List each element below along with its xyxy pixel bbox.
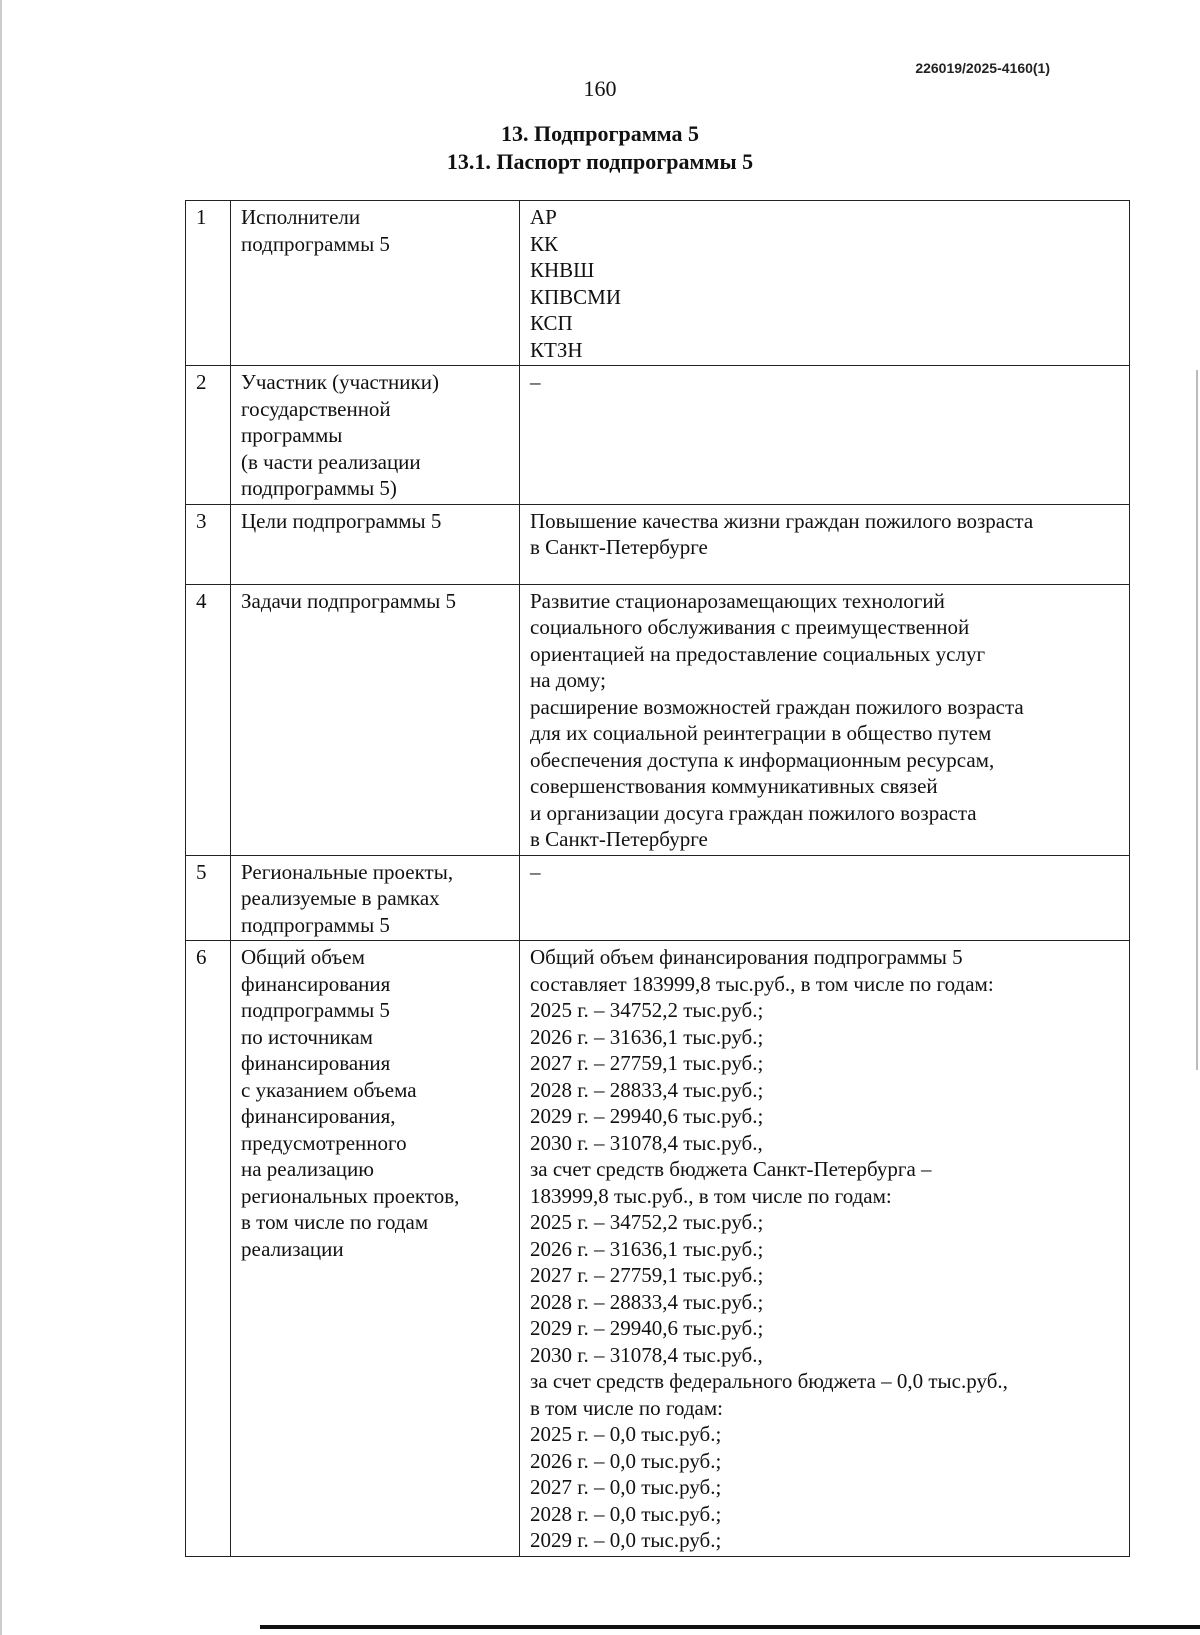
value-line: 2028 г. – 28833,4 тыс.руб.; xyxy=(530,1289,764,1314)
heading-passport: 13.1. Паспорт подпрограммы 5 xyxy=(446,149,754,174)
label-line: финансирования xyxy=(241,1051,391,1075)
value-line: 2028 г. – 0,0 тыс.руб.; xyxy=(530,1501,722,1526)
row-number: 2 xyxy=(186,366,231,505)
section-heading xyxy=(0,120,1200,176)
value-line: обеспечения доступа к информационным ресурсам, xyxy=(530,747,995,772)
label-line: финансирования, xyxy=(241,1104,396,1128)
label-line: государственной xyxy=(241,396,391,421)
value-line: 2029 г. – 0,0 тыс.руб.; xyxy=(530,1528,722,1552)
value-line: в Санкт-Петербурге xyxy=(530,827,708,851)
label-line: подпрограммы 5) xyxy=(241,476,397,500)
row-value xyxy=(520,366,1130,505)
row-number: 1 xyxy=(186,201,231,366)
label-line: Участник (участники) xyxy=(241,370,439,394)
label-line: финансирования xyxy=(241,971,391,996)
table-row xyxy=(186,584,1130,855)
table-row xyxy=(186,366,1130,505)
value-line: КНВШ xyxy=(530,258,595,282)
value-line: Повышение качества жизни граждан пожилого возраста xyxy=(530,508,1034,533)
value-line: ориентацией на предоставление социальных услуг xyxy=(530,641,986,666)
row-number: 6 xyxy=(186,941,231,1557)
label-line: с указанием объема xyxy=(241,1077,417,1102)
value-line: Развитие стационарозамещающих технологий xyxy=(530,588,945,613)
value-line: на дому; xyxy=(530,668,606,692)
value-line: 2029 г. – 29940,6 тыс.руб.; xyxy=(530,1104,764,1128)
value-line: 2026 г. – 31636,1 тыс.руб.; xyxy=(530,1024,764,1049)
value-line: за счет средств бюджета Санкт-Петербурга – xyxy=(530,1157,932,1181)
value-line: за счет средств федерального бюджета – 0,0 тыс.руб., xyxy=(530,1369,1008,1393)
label-line: предусмотренного xyxy=(241,1130,407,1155)
row-label xyxy=(231,201,520,366)
value-line: социального обслуживания с преимущественной xyxy=(530,615,970,639)
table-row xyxy=(186,504,1130,584)
label-line: Исполнители xyxy=(241,205,361,229)
passport-table xyxy=(185,200,1130,1557)
label-line: подпрограммы 5 xyxy=(241,912,390,937)
label-line: Цели подпрограммы 5 xyxy=(241,508,442,533)
value-line: 2025 г. – 0,0 тыс.руб.; xyxy=(530,1422,722,1446)
document-number: 226019/2025-4160(1) xyxy=(915,60,1050,76)
value-line: 2029 г. – 29940,6 тыс.руб.; xyxy=(530,1316,764,1340)
label-line: Задачи подпрограммы 5 xyxy=(241,588,456,613)
row-value xyxy=(520,855,1130,941)
label-line: подпрограммы 5 xyxy=(241,998,390,1022)
table-row xyxy=(186,941,1130,1557)
passport-table-body xyxy=(186,201,1130,1557)
value-line: 2026 г. – 31636,1 тыс.руб.; xyxy=(530,1236,764,1261)
value-line: для их социальной реинтеграции в общество путем xyxy=(530,721,992,745)
scan-edge-left xyxy=(0,0,2,1635)
value-line: 2025 г. – 34752,2 тыс.руб.; xyxy=(530,1210,764,1234)
value-line: совершенствования коммуникативных связей xyxy=(530,774,938,798)
value-line: – xyxy=(530,370,541,394)
label-line: Региональные проекты, xyxy=(241,859,454,884)
label-line: программы xyxy=(241,423,343,447)
label-line: региональных проектов, xyxy=(241,1183,460,1208)
value-line: 2028 г. – 28833,4 тыс.руб.; xyxy=(530,1077,764,1102)
value-line: КК xyxy=(530,231,559,256)
value-line: АР xyxy=(530,205,557,229)
row-label xyxy=(231,504,520,584)
value-line: 183999,8 тыс.руб., в том числе по годам: xyxy=(530,1183,892,1208)
value-line: 2027 г. – 27759,1 тыс.руб.; xyxy=(530,1051,764,1075)
heading-subprogram: 13. Подпрограмма 5 xyxy=(500,121,700,146)
label-line: Общий объем xyxy=(241,945,365,969)
row-value xyxy=(520,584,1130,855)
value-line: составляет 183999,8 тыс.руб., в том числе по годам: xyxy=(530,971,994,996)
value-line: 2027 г. – 27759,1 тыс.руб.; xyxy=(530,1263,764,1287)
row-value xyxy=(520,941,1130,1557)
table-row xyxy=(186,855,1130,941)
label-line: на реализацию xyxy=(241,1157,374,1181)
value-line: КТЗН xyxy=(530,337,583,362)
value-line: КСП xyxy=(530,311,573,335)
row-value xyxy=(520,201,1130,366)
label-line: (в части реализации xyxy=(241,449,421,474)
value-line: 2030 г. – 31078,4 тыс.руб., xyxy=(530,1342,763,1367)
row-value xyxy=(520,504,1130,584)
label-line: реализуемые в рамках xyxy=(241,886,440,910)
label-line: по источникам xyxy=(241,1024,373,1049)
row-label xyxy=(231,941,520,1557)
value-line: 2026 г. – 0,0 тыс.руб.; xyxy=(530,1448,722,1473)
row-label xyxy=(231,584,520,855)
row-number: 5 xyxy=(186,855,231,941)
value-line: 2025 г. – 34752,2 тыс.руб.; xyxy=(530,998,764,1022)
value-line: Общий объем финансирования подпрограммы 5 xyxy=(530,945,963,969)
row-number: 4 xyxy=(186,584,231,855)
page-number: 160 xyxy=(583,76,617,101)
value-line: и организации досуга граждан пожилого возраста xyxy=(530,800,977,825)
label-line: в том числе по годам xyxy=(241,1210,429,1234)
scan-edge-bottom xyxy=(260,1625,1200,1629)
value-line: в том числе по годам: xyxy=(530,1395,723,1420)
value-line: 2027 г. – 0,0 тыс.руб.; xyxy=(530,1475,722,1499)
label-line: подпрограммы 5 xyxy=(241,231,390,256)
value-line: – xyxy=(530,859,541,884)
value-line: в Санкт-Петербурге xyxy=(530,535,708,559)
table-row xyxy=(186,201,1130,366)
row-label xyxy=(231,366,520,505)
value-line: КПВСМИ xyxy=(530,284,622,309)
row-label xyxy=(231,855,520,941)
row-number: 3 xyxy=(186,504,231,584)
label-line: реализации xyxy=(241,1236,344,1261)
value-line: 2030 г. – 31078,4 тыс.руб., xyxy=(530,1130,763,1155)
scan-edge-right xyxy=(1196,370,1198,1070)
value-line: расширение возможностей граждан пожилого возраста xyxy=(530,694,1024,719)
